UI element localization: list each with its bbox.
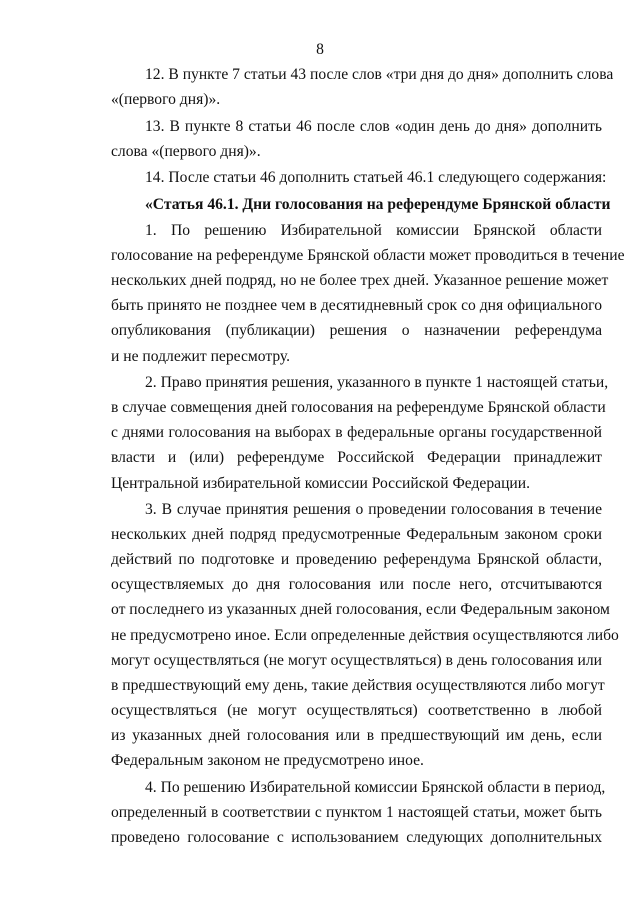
document-body [111, 62, 625, 851]
text-line: проведено голосование с использованием следующих дополнительных [111, 828, 602, 846]
article-clause-4 [111, 775, 606, 850]
text-line: нескольких дней подряд, но не более трех дней. Указанное решение может [111, 272, 609, 290]
text-line: не предусмотрено иное. Если определенные действия осуществляются либо [111, 626, 619, 644]
text-line: 3. В случае принятия решения о проведении голосования в течение [145, 501, 602, 519]
article-clause-3 [111, 497, 619, 773]
amendment-paragraph-12 [111, 62, 614, 112]
text-line: 4. По решению Избирательной комиссии Брянской области в период, [145, 778, 606, 796]
text-line: из указанных дней голосования или в предшествующий им день, если [111, 726, 602, 744]
text-line: голосование на референдуме Брянской области может проводиться в течение [111, 247, 625, 265]
article-clause-1 [111, 218, 625, 369]
text-line: 14. После статьи 46 дополнить статьей 46.1 следующего содержания: [145, 169, 607, 187]
text-line: могут осуществляться (не могут осуществляться) в день голосования или [111, 651, 602, 669]
text-line: действий по подготовке и проведению референдума Брянской области, [111, 551, 602, 569]
text-line: 13. В пункте 8 статьи 46 после слов «один день до дня» дополнить [145, 117, 602, 135]
text-line: осуществляемых до дня голосования или после него, отсчитываются [111, 576, 602, 594]
text-line: и не подлежит пересмотру. [111, 347, 291, 365]
text-line: нескольких дней подряд предусмотренные Федеральным законом сроки [111, 526, 602, 544]
text-line: в случае совмещения дней голосования на референдуме Брянской области [111, 399, 606, 417]
amendment-paragraph-14 [111, 165, 607, 190]
amendment-paragraph-13 [111, 114, 602, 164]
article-clause-2 [111, 370, 609, 495]
text-line: «(первого дня)». [111, 91, 221, 109]
text-line: 1. По решению Избирательной комиссии Брянской области [145, 222, 602, 240]
article-heading [111, 192, 611, 217]
text-line: опубликования (публикации) решения о назначении референдума [111, 322, 602, 340]
text-line: 2. Право принятия решения, указанного в пункте 1 настоящей статьи, [145, 374, 609, 392]
page-number: 8 [316, 41, 324, 58]
article-heading-text: «Статья 46.1. Дни голосования на референдуме Брянской области [145, 195, 611, 213]
text-line: Федеральным законом не предусмотрено иное. [111, 752, 424, 770]
text-line: в предшествующий ему день, такие действия осуществляются либо могут [111, 676, 605, 694]
text-line: определенный в соответствии с пунктом 1 настоящей статьи, может быть [111, 803, 602, 821]
text-line: власти и (или) референдуме Российской Федерации принадлежит [111, 449, 602, 467]
text-line: Центральной избирательной комиссии Российской Федерации. [111, 474, 530, 492]
text-line: осуществляться (не могут осуществляться) соответственно в любой [111, 701, 602, 719]
text-line: слова «(первого дня)». [111, 142, 261, 160]
text-line: быть принято не позднее чем в десятидневный срок со дня официального [111, 297, 602, 315]
text-line: с днями голосования на выборах в федеральные органы государственной [111, 424, 602, 442]
text-line: от последнего из указанных дней голосования, если Федеральным законом [111, 601, 610, 619]
text-line: 12. В пункте 7 статьи 43 после слов «три дня до дня» дополнить слова [145, 66, 614, 83]
